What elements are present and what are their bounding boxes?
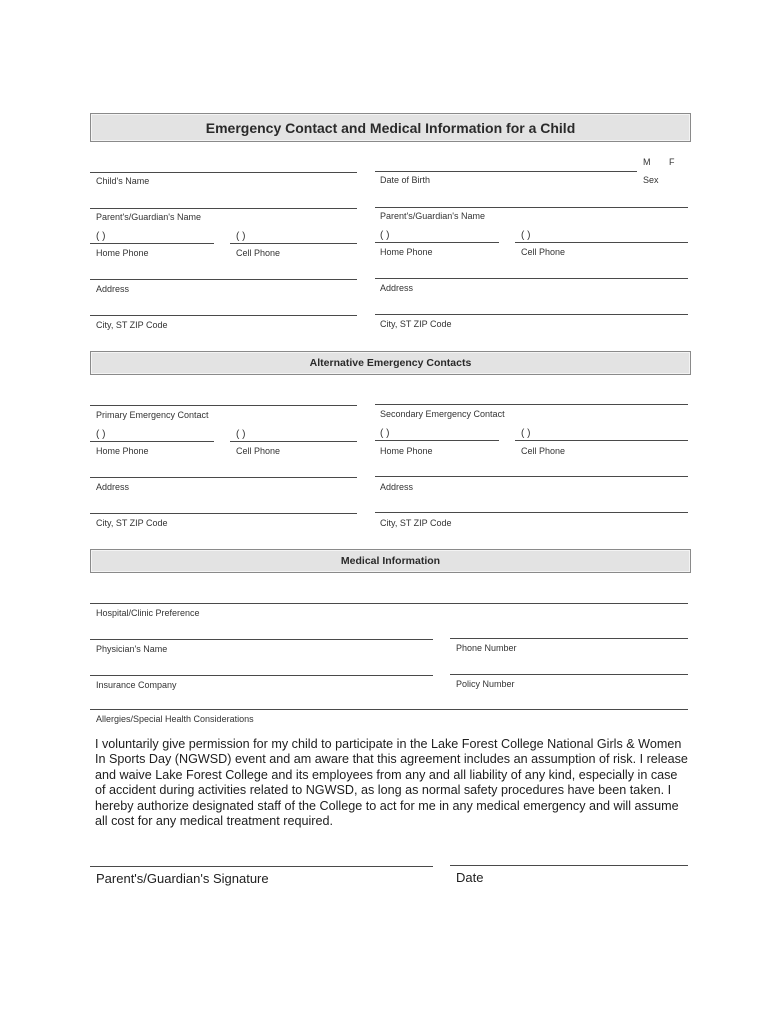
guardian-cell-phone-areacode-right[interactable]: ( ) (521, 230, 531, 241)
primary-address-line[interactable] (90, 477, 357, 478)
sex-option-m[interactable]: M (643, 157, 651, 167)
allergies-label: Allergies/Special Health Considerations (96, 714, 254, 724)
secondary-home-phone-line[interactable] (375, 440, 499, 441)
physician-label: Physician's Name (96, 644, 168, 654)
primary-cell-phone-areacode[interactable]: ( ) (236, 429, 246, 440)
insurance-label: Insurance Company (96, 680, 177, 690)
hospital-line[interactable] (90, 603, 688, 604)
guardian-home-phone-line-left[interactable] (90, 243, 214, 244)
guardian-home-phone-label-left: Home Phone (96, 248, 149, 258)
guardian-home-phone-areacode-right[interactable]: ( ) (380, 230, 390, 241)
secondary-city-line[interactable] (375, 512, 688, 513)
guardian-address-label-right: Address (380, 283, 414, 293)
child-name-label: Child's Name (96, 176, 150, 186)
guardian-name-label-left: Parent's/Guardian's Name (96, 212, 201, 222)
primary-home-phone-areacode[interactable]: ( ) (96, 429, 106, 440)
guardian-address-label-left: Address (96, 284, 130, 294)
hospital-label: Hospital/Clinic Preference (96, 608, 200, 618)
guardian-name-line-left[interactable] (90, 208, 357, 209)
guardian-cell-phone-label-right: Cell Phone (521, 247, 566, 257)
guardian-address-line-left[interactable] (90, 279, 357, 280)
primary-address-label: Address (96, 482, 130, 492)
physician-phone-line[interactable] (450, 638, 688, 639)
secondary-cell-phone-label: Cell Phone (521, 446, 566, 456)
permission-statement: I voluntarily give permission for my child to participate in the Lake Forest College National Girls & Women In Sports Day (NGWSD) event and am aware that this agreement includes an assumption of risk. I release and waive Lake Forest College and its employees from any and all liability of any kind, especially in case of accident during activities related to NGWSD, as long as normal safety procedures have been taken. I hereby authorize designated staff of the College to act for me in any medical emergency and will assume all cost for any medical treatment required. (95, 737, 688, 829)
alternative-contacts-heading: Alternative Emergency Contacts (309, 357, 472, 369)
guardian-city-label-left: City, ST ZIP Code (96, 320, 168, 330)
guardian-home-phone-label-right: Home Phone (380, 247, 433, 257)
guardian-name-label-right: Parent's/Guardian's Name (380, 211, 485, 221)
date-label: Date (456, 870, 484, 885)
medical-info-banner (90, 549, 691, 573)
guardian-city-label-right: City, ST ZIP Code (380, 319, 452, 329)
secondary-city-label: City, ST ZIP Code (380, 518, 452, 528)
signature-line[interactable] (90, 866, 433, 867)
dob-label: Date of Birth (380, 175, 431, 185)
guardian-home-phone-line-right[interactable] (375, 242, 499, 243)
sex-label: Sex (643, 175, 659, 185)
primary-home-phone-line[interactable] (90, 441, 214, 442)
secondary-address-label: Address (380, 482, 414, 492)
dob-line[interactable] (375, 171, 637, 172)
secondary-cell-phone-areacode[interactable]: ( ) (521, 428, 531, 439)
alternative-contacts-banner (90, 351, 691, 375)
sex-option-f[interactable]: F (669, 157, 675, 167)
secondary-cell-phone-line[interactable] (515, 440, 688, 441)
primary-cell-phone-line[interactable] (230, 441, 357, 442)
guardian-cell-phone-line-left[interactable] (230, 243, 357, 244)
guardian-cell-phone-label-left: Cell Phone (236, 248, 281, 258)
secondary-home-phone-areacode[interactable]: ( ) (380, 428, 390, 439)
physician-line[interactable] (90, 639, 433, 640)
primary-contact-line[interactable] (90, 405, 357, 406)
primary-city-line[interactable] (90, 513, 357, 514)
allergies-line[interactable] (90, 709, 688, 710)
policy-label: Policy Number (456, 679, 515, 689)
form-title: Emergency Contact and Medical Information for a Child (205, 119, 576, 136)
guardian-cell-phone-areacode-left[interactable]: ( ) (236, 231, 246, 242)
secondary-home-phone-label: Home Phone (380, 446, 433, 456)
signature-label: Parent's/Guardian's Signature (96, 871, 269, 886)
primary-home-phone-label: Home Phone (96, 446, 149, 456)
guardian-city-line-left[interactable] (90, 315, 357, 316)
physician-phone-label: Phone Number (456, 643, 517, 653)
primary-contact-label: Primary Emergency Contact (96, 410, 209, 420)
medical-info-heading: Medical Information (340, 555, 441, 567)
guardian-address-line-right[interactable] (375, 278, 688, 279)
guardian-cell-phone-line-right[interactable] (515, 242, 688, 243)
insurance-line[interactable] (90, 675, 433, 676)
form-title-banner (90, 113, 691, 142)
policy-line[interactable] (450, 674, 688, 675)
secondary-contact-line[interactable] (375, 404, 688, 405)
primary-city-label: City, ST ZIP Code (96, 518, 168, 528)
guardian-name-line-right[interactable] (375, 207, 688, 208)
child-name-line[interactable] (90, 172, 357, 173)
guardian-home-phone-areacode-left[interactable]: ( ) (96, 231, 106, 242)
date-line[interactable] (450, 865, 688, 866)
guardian-city-line-right[interactable] (375, 314, 688, 315)
secondary-address-line[interactable] (375, 476, 688, 477)
primary-cell-phone-label: Cell Phone (236, 446, 281, 456)
secondary-contact-label: Secondary Emergency Contact (380, 409, 505, 419)
